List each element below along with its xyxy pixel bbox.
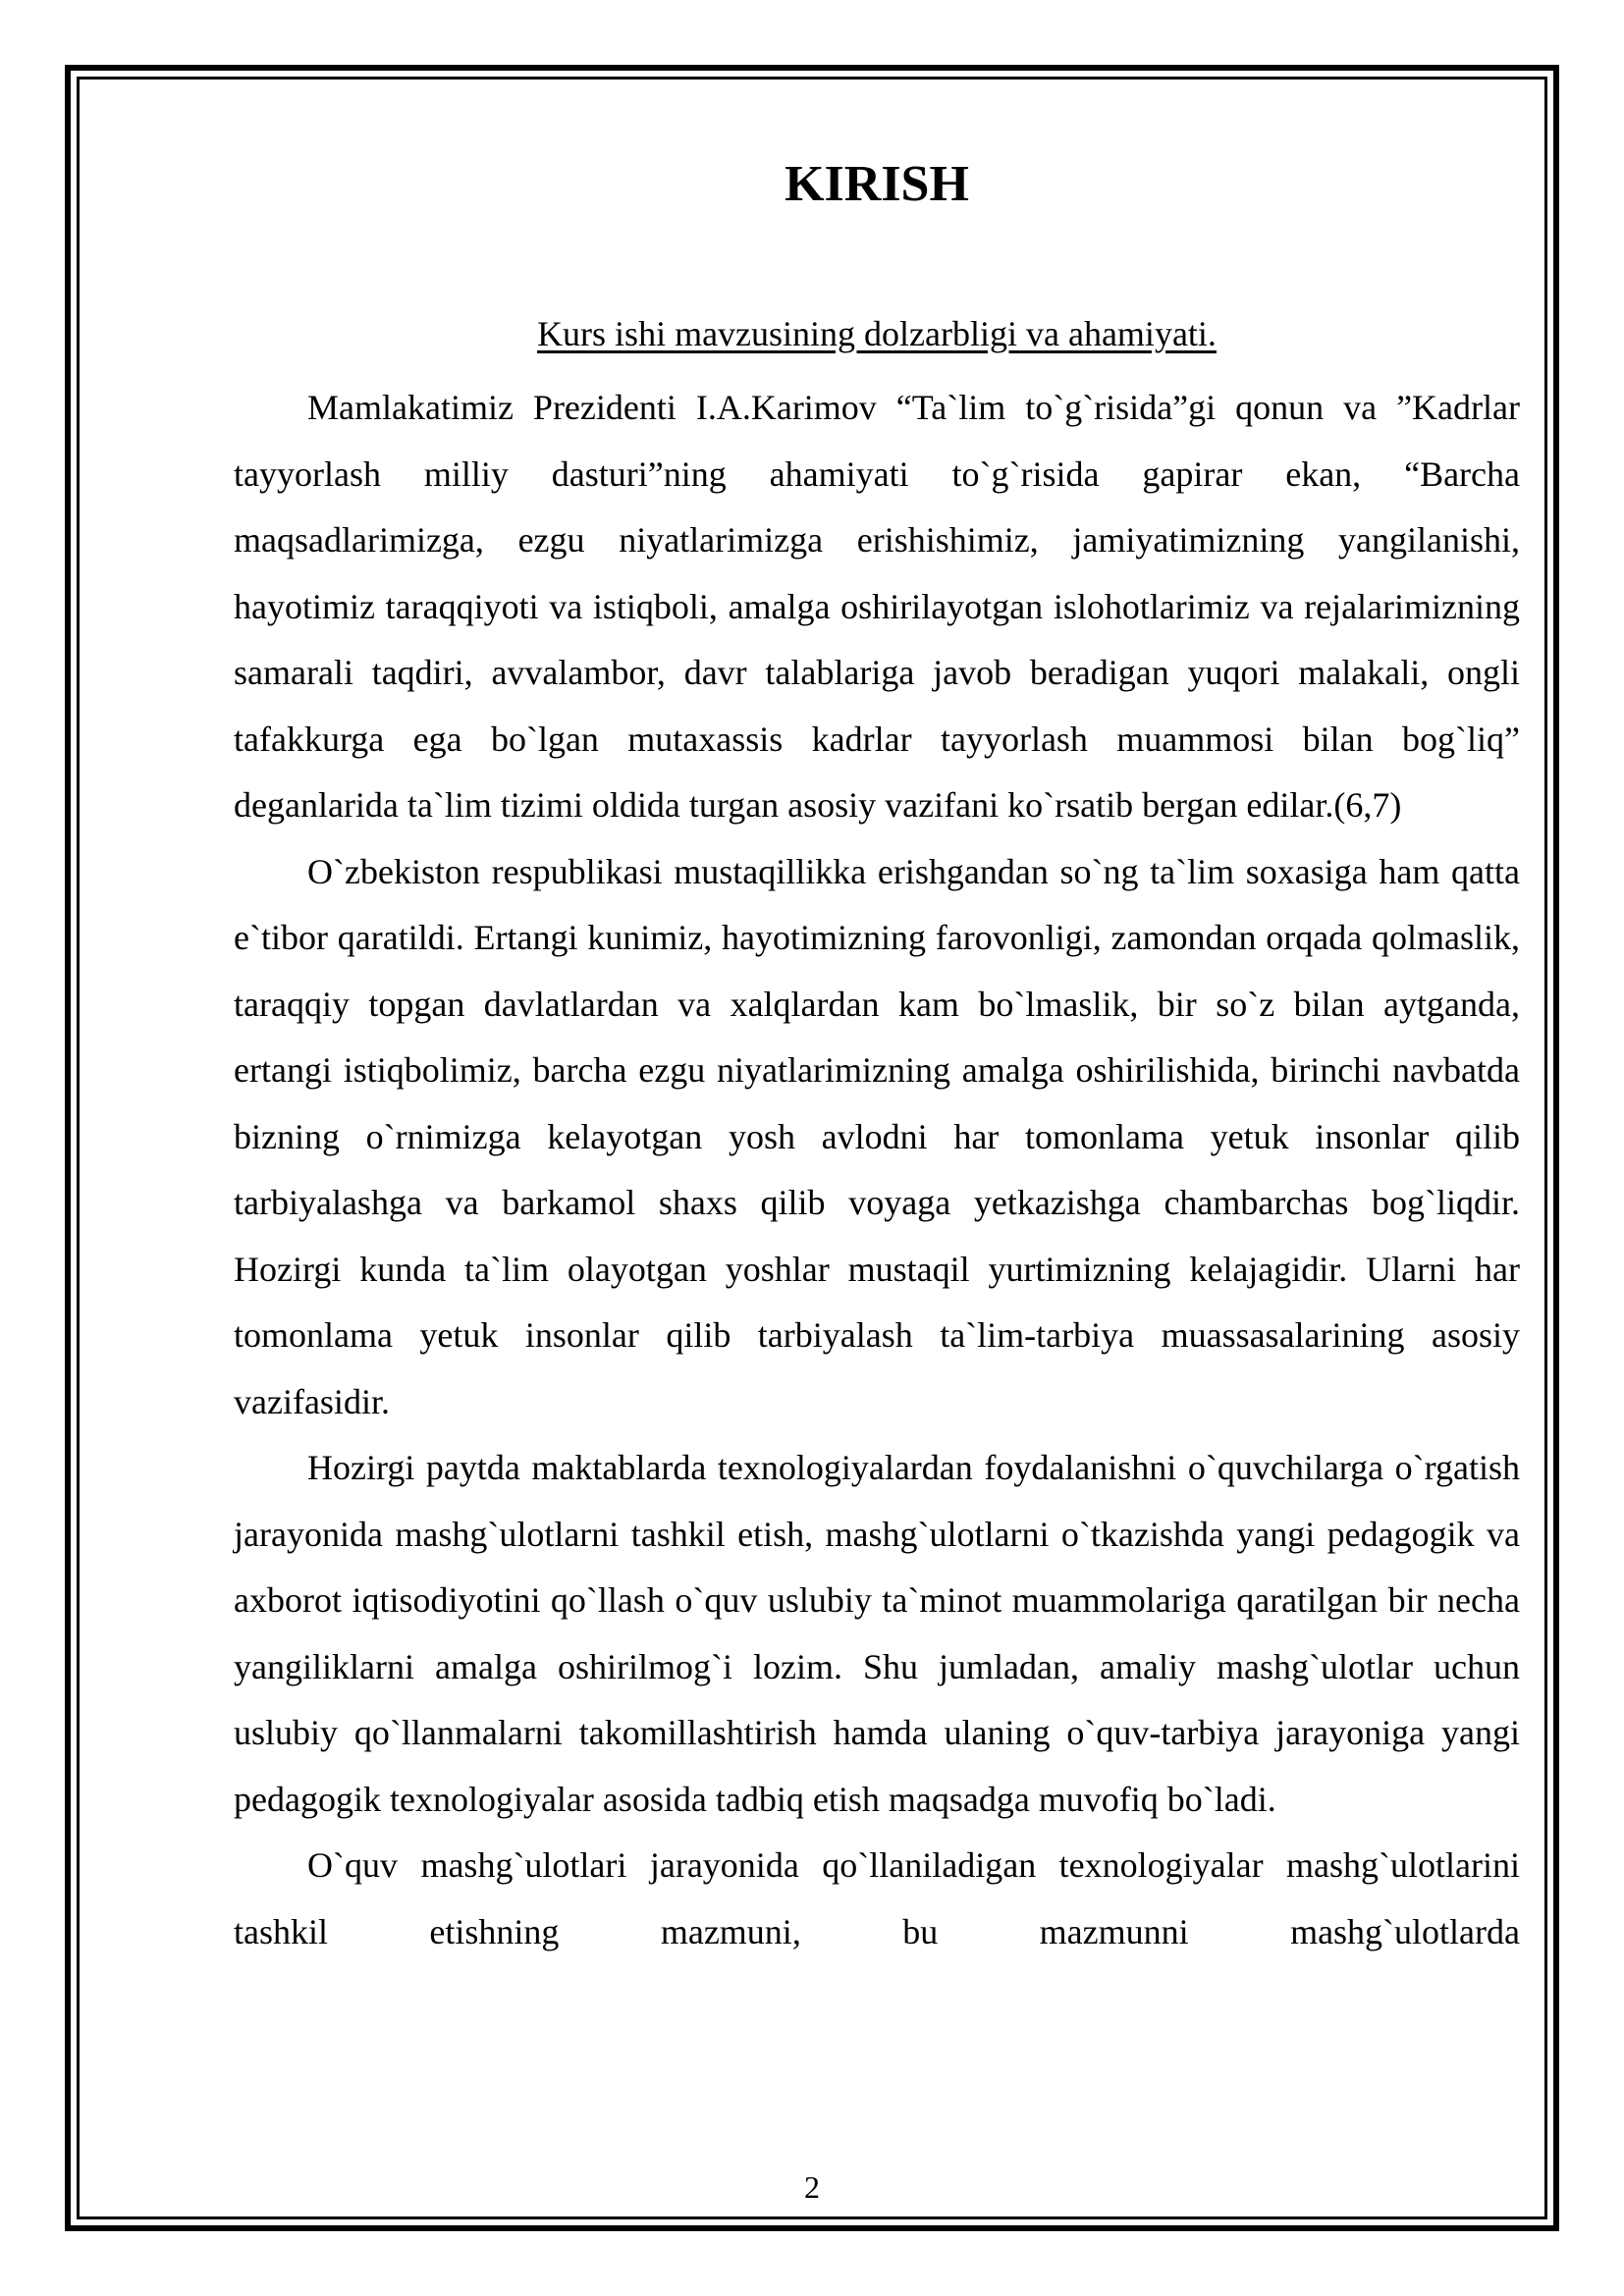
paragraph-4: O`quv mashg`ulotlari jarayonida qo`llaniladigan texnologiyalar mashg`ulotlarini tashkil etishning mazmuni, bu mazmunni mashg`ulotlarda: [234, 1845, 1520, 1951]
section-subtitle-text: Kurs ishi mavzusining dolzarbligi va ahamiyati.: [537, 314, 1217, 353]
page-title: KIRISH: [785, 156, 969, 212]
section-subtitle: [234, 312, 1520, 355]
paragraph-2: O`zbekiston respublikasi mustaqillikka erishgandan so`ng ta`lim soxasiga ham qatta e`tibor qaratildi. Ertangi kunimiz, hayotimizning farovonligi, zamondan orqada qolmaslik, taraqqiy topgan davlatlardan va xalqlardan kam bo`lmaslik, bir so`z bilan aytganda, ertangi istiqbolimiz, barcha ezgu niyatlarimizning amalga oshirilishida, birinchi navbatda bizning o`rnimizga kelayotgan yosh avlodni har tomonlama yetuk insonlar qilib tarbiyalashga va barkamol shaxs qilib voyaga yetkazishga chambarchas bog`liqdir. Hozirgi kunda ta`lim olayotgan yoshlar mustaqil yurtimizning kelajagidir. Ularni har tomonlama yetuk insonlar qilib tarbiyalash ta`lim-tarbiya muassasalarining asosiy vazifasidir.: [234, 851, 1520, 1421]
paragraph-3: Hozirgi paytda maktablarda texnologiyalardan foydalanishni o`quvchilarga o`rgatish jarayonida mashg`ulotlarni tashkil etish, mashg`ulotlarni o`tkazishda yangi pedagogik va axborot iqtisodiyotini qo`llash o`quv uslubiy ta`minot muammolariga qaratilgan bir necha yangiliklarni amalga oshirilmog`i lozim. Shu jumladan, amaliy mashg`ulotlar uchun uslubiy qo`llanmalarni takomillashtirish hamda ulaning o`quv-tarbiya jarayoniga yangi pedagogik texnologiyalar asosida tadbiq etish maqsadga muvofiq bo`ladi.: [234, 1448, 1520, 1819]
page-number: 2: [804, 2169, 820, 2205]
body-text: [234, 375, 1520, 1965]
paragraph-1: Mamlakatimiz Prezidenti I.A.Karimov “Ta`lim to`g`risida”gi qonun va ”Kadrlar tayyorlash milliy dasturi”ning ahamiyati to`g`risida gapirar ekan, “Barcha maqsadlarimizga, ezgu niyatlarimizga erishishimiz, jamiyatimizning yangilanishi, hayotimiz taraqqiyoti va istiqboli, amalga oshirilayotgan islohotlarimiz va rejalarimizning samarali taqdiri, avvalambor, davr talablariga javob beradigan yuqori malakali, ongli tafakkurga ega bo`lgan mutaxassis kadrlar tayyorlash muammosi bilan bog`liq” deganlarida ta`lim tizimi oldida turgan asosiy vazifani ko`rsatib bergan edilar.(6,7): [234, 388, 1520, 825]
